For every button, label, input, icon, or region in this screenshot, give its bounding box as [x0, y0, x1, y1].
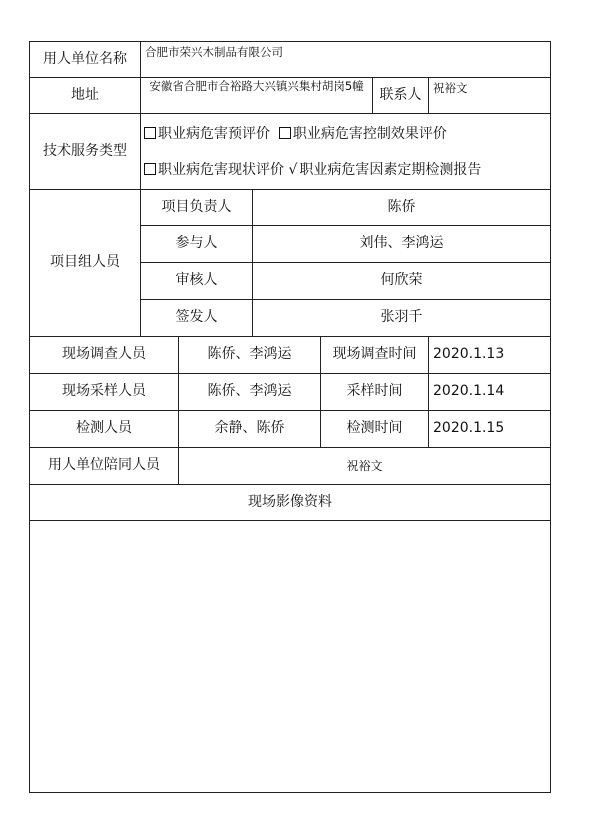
escort-label: 用人单位陪同人员	[30, 448, 179, 485]
service-option: 职业病危害现状评价	[158, 161, 284, 178]
activity-people: 余静、陈侨	[179, 411, 321, 448]
team-role: 参与人	[141, 226, 253, 263]
photo-area	[30, 521, 551, 793]
checkbox-empty-icon	[144, 163, 156, 175]
service-option: 职业病危害预评价	[158, 125, 270, 142]
service-type-label: 技术服务类型	[30, 114, 141, 190]
team-member: 陈侨	[253, 190, 551, 226]
team-member: 张羽千	[253, 300, 551, 337]
activity-date: 2020.1.14	[429, 374, 551, 411]
team-role: 审核人	[141, 263, 253, 300]
service-row-2	[144, 152, 548, 188]
activity-people: 陈侨、李鸿运	[179, 374, 321, 411]
activity-label: 现场调查人员	[30, 337, 179, 374]
address-value: 安徽省合肥市合裕路大兴镇兴集村胡岗5幢	[141, 78, 373, 114]
photo-section-label: 现场影像资料	[30, 485, 551, 521]
activity-label: 现场采样人员	[30, 374, 179, 411]
activity-time-label: 采样时间	[321, 374, 429, 411]
activity-date: 2020.1.13	[429, 337, 551, 374]
team-label: 项目组人员	[30, 190, 141, 337]
activity-date: 2020.1.15	[429, 411, 551, 448]
activity-time-label: 检测时间	[321, 411, 429, 448]
service-type-options	[141, 114, 551, 190]
activity-label: 检测人员	[30, 411, 179, 448]
team-member: 何欣荣	[253, 263, 551, 300]
unit-name-label: 用人单位名称	[30, 42, 141, 78]
team-member: 刘伟、李鸿运	[253, 226, 551, 263]
unit-name-value: 合肥市荣兴木制品有限公司	[141, 42, 551, 78]
record-table	[29, 41, 551, 793]
contact-value: 祝裕文	[429, 78, 551, 114]
checkbox-empty-icon	[279, 127, 291, 139]
address-label: 地址	[30, 78, 141, 114]
team-role: 项目负责人	[141, 190, 253, 226]
activity-time-label: 现场调查时间	[321, 337, 429, 374]
escort-value: 祝裕文	[179, 448, 551, 485]
service-option: 职业病危害因素定期检测报告	[299, 161, 482, 178]
contact-label: 联系人	[373, 78, 429, 114]
service-row-1	[144, 116, 548, 152]
team-role: 签发人	[141, 300, 253, 337]
activity-people: 陈侨、李鸿运	[179, 337, 321, 374]
checkbox-empty-icon	[144, 127, 156, 139]
checkmark-icon: √	[288, 161, 298, 178]
service-option: 职业病危害控制效果评价	[292, 125, 447, 142]
